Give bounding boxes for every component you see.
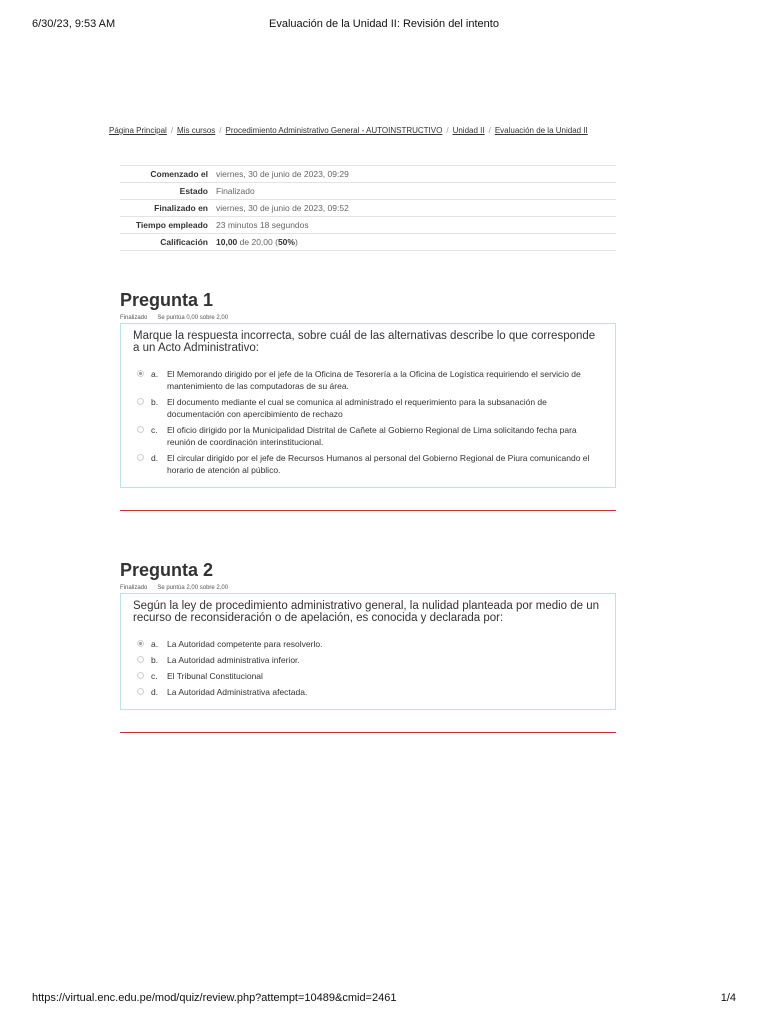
question-text: Según la ley de procedimiento administrativo general, la nulidad planteada por medio de un recurso de reconsideración o de apelación, es conocida y declarada por: — [133, 600, 600, 624]
question-score: Se puntúa 0,00 sobre 2,00 — [157, 315, 229, 321]
answer-option-a[interactable] — [133, 638, 603, 650]
question-text: Marque la respuesta incorrecta, sobre cuál de las alternativas describe lo que corresponde a un Acto Administrativo: — [133, 330, 596, 354]
answer-option-a[interactable] — [133, 368, 603, 392]
answer-letter: a. — [151, 639, 159, 649]
summary-label: Tiempo empleado — [120, 217, 212, 234]
answer-text: La Autoridad competente para resolverlo. — [167, 639, 323, 649]
question-box — [120, 593, 616, 710]
breadcrumb-unit[interactable]: Unidad II — [452, 126, 485, 135]
question-status: Finalizado — [120, 315, 148, 321]
question-separator — [120, 510, 616, 511]
summary-value: viernes, 30 de junio de 2023, 09:29 — [212, 166, 616, 183]
page-url: https://virtual.enc.edu.pe/mod/quiz/review.php?attempt=10489&cmid=2461 — [32, 992, 397, 1004]
answer-text: La Autoridad administrativa inferior. — [167, 655, 300, 665]
radio-icon[interactable] — [137, 672, 144, 679]
question-score: Se puntúa 2,00 sobre 2,00 — [157, 585, 229, 591]
answer-list — [133, 368, 603, 476]
question-separator — [120, 732, 616, 733]
summary-row-finished — [120, 200, 616, 217]
breadcrumb — [109, 126, 609, 135]
summary-row-state — [120, 183, 616, 200]
question-title: Pregunta 1 — [120, 290, 214, 310]
answer-text: El oficio dirigido por la Municipalidad Distrital de Cañete al Gobierno Regional de Lima solicitando fecha para reunión de coordinación interinstitucional. — [167, 425, 577, 447]
radio-icon[interactable] — [137, 656, 144, 663]
summary-row-grade — [120, 234, 616, 251]
grade-percent: 50% — [277, 237, 295, 247]
radio-icon[interactable] — [137, 398, 144, 405]
breadcrumb-evaluation[interactable]: Evaluación de la Unidad II — [494, 126, 588, 135]
print-datetime: 6/30/23, 9:53 AM — [32, 18, 116, 30]
summary-value: Finalizado — [212, 183, 616, 200]
question-meta — [120, 315, 616, 323]
page-number: 1/4 — [720, 992, 736, 1004]
grade-of-total: de 20,00 — [239, 237, 273, 247]
breadcrumb-separator: / — [488, 126, 491, 135]
answer-option-b[interactable] — [133, 654, 603, 666]
radio-icon[interactable] — [137, 454, 144, 461]
summary-label: Estado — [120, 183, 212, 200]
answer-option-d[interactable] — [133, 686, 603, 698]
answer-text: El Tribunal Constitucional — [167, 671, 263, 681]
summary-label: Finalizado en — [120, 200, 212, 217]
answer-letter: b. — [151, 655, 159, 665]
answer-text: El documento mediante el cual se comunica al administrado el requerimiento para la subsanación de documentación con apercibimiento de rechazo — [167, 397, 547, 419]
answer-letter: b. — [151, 397, 159, 407]
answer-letter: c. — [151, 425, 158, 435]
answer-letter: d. — [151, 687, 159, 697]
radio-icon[interactable] — [137, 426, 144, 433]
question-status: Finalizado — [120, 585, 148, 591]
grade-value: 10,00 de 20,00 (50%) — [212, 234, 616, 251]
breadcrumb-my-courses[interactable]: Mis cursos — [177, 126, 216, 135]
summary-label: Calificación — [120, 234, 212, 251]
summary-row-started — [120, 166, 616, 183]
answer-letter: c. — [151, 671, 158, 681]
answer-list — [133, 638, 603, 698]
summary-row-time-taken — [120, 217, 616, 234]
print-document-title: Evaluación de la Unidad II: Revisión del intento — [269, 18, 499, 30]
breadcrumb-separator: / — [446, 126, 449, 135]
radio-icon[interactable] — [137, 688, 144, 695]
answer-option-d[interactable] — [133, 452, 603, 476]
answer-text: El Memorando dirigido por el jefe de la Oficina de Tesorería a la Oficina de Logística requiriendo el servicio de mantenimiento de las computadoras de su área. — [167, 369, 581, 391]
answer-text: El circular dirigido por el jefe de Recursos Humanos al personal del Gobierno Regional de Piura comunicando el horario de atención al público. — [167, 453, 590, 475]
breadcrumb-home[interactable]: Página Principal — [109, 126, 167, 135]
answer-option-b[interactable] — [133, 396, 603, 420]
answer-option-c[interactable] — [133, 424, 603, 448]
breadcrumb-separator: / — [170, 126, 174, 135]
attempt-summary-table — [120, 165, 616, 251]
answer-letter: a. — [151, 369, 159, 379]
radio-checked-icon[interactable] — [137, 370, 144, 377]
grade-score: 10,00 — [216, 237, 238, 247]
question-meta — [120, 585, 616, 593]
summary-label: Comenzado el — [120, 166, 212, 183]
answer-text: La Autoridad Administrativa afectada. — [167, 687, 308, 697]
question-box — [120, 323, 616, 488]
question-2 — [120, 559, 616, 733]
answer-option-c[interactable] — [133, 670, 603, 682]
answer-letter: d. — [151, 453, 159, 463]
breadcrumb-separator: / — [219, 126, 222, 135]
summary-value: viernes, 30 de junio de 2023, 09:52 — [212, 200, 616, 217]
question-title: Pregunta 2 — [120, 560, 214, 580]
radio-checked-icon[interactable] — [137, 640, 144, 647]
breadcrumb-course[interactable]: Procedimiento Administrativo General - AUTOINSTRUCTIVO — [225, 126, 443, 135]
question-1 — [120, 289, 616, 511]
summary-value: 23 minutos 18 segundos — [212, 217, 616, 234]
